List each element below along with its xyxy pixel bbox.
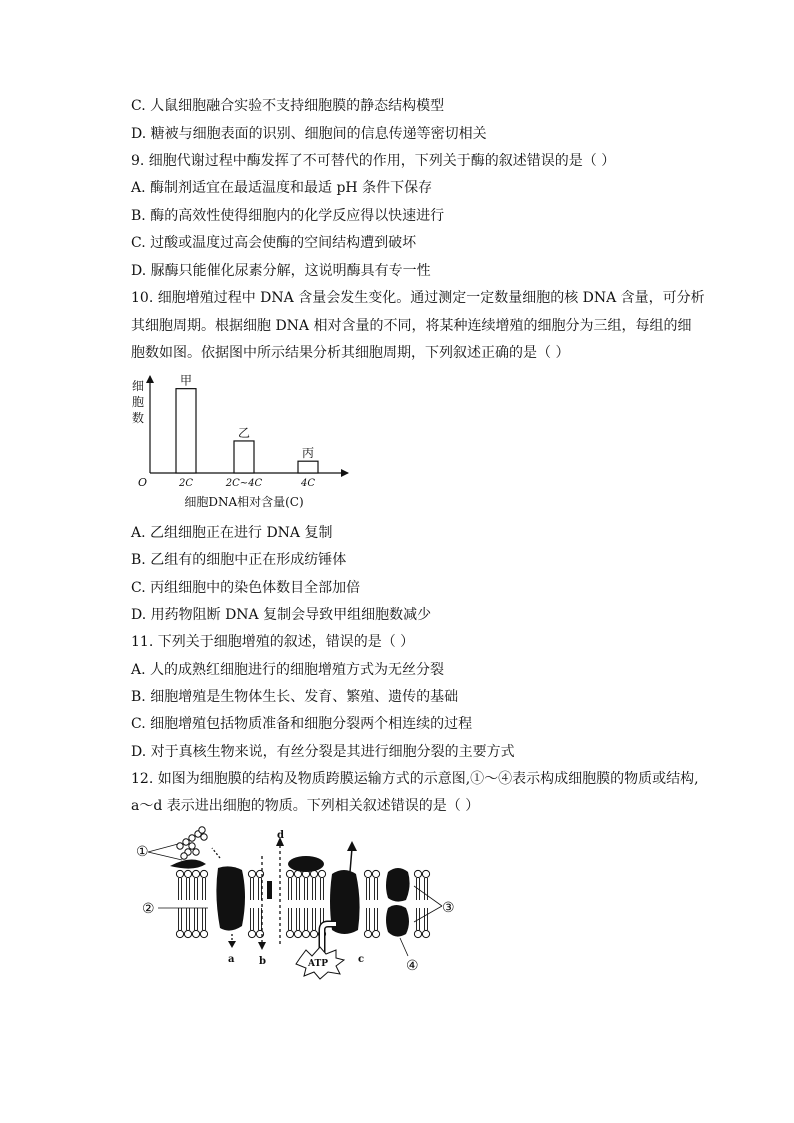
dna-content-bar-chart bbox=[128, 370, 358, 512]
q11-option-b: B. 细胞增殖是生物体生长、发育、繁殖、遗传的基础 bbox=[131, 689, 459, 705]
phospholipid-head bbox=[372, 870, 379, 877]
q11-stem: 11. 下列关于细胞增殖的叙述，错误的是（ ） bbox=[131, 634, 415, 650]
x-tick-label: 4C bbox=[300, 478, 316, 489]
q8-option-d: D. 糖被与细胞表面的识别、细胞间的信息传递等密切相关 bbox=[131, 126, 487, 142]
channel-protein bbox=[216, 866, 245, 930]
chart-text bbox=[132, 374, 315, 509]
y-axis-label-char: 数 bbox=[132, 411, 145, 425]
protein-upper bbox=[386, 868, 410, 902]
label-a: a bbox=[228, 954, 235, 965]
phospholipid-head bbox=[248, 870, 255, 877]
phospholipid-head bbox=[318, 870, 325, 877]
y-axis-label-char: 胞 bbox=[132, 395, 145, 409]
phospholipid-head bbox=[248, 930, 255, 937]
label-2: ② bbox=[142, 901, 155, 917]
phospholipid-head bbox=[184, 930, 191, 937]
atp-label: ATP bbox=[308, 959, 328, 969]
bar-group-label: 乙 bbox=[237, 425, 251, 440]
protein-lower bbox=[386, 905, 409, 937]
label-4-leader bbox=[400, 938, 408, 956]
bar-4C bbox=[298, 461, 318, 473]
bar-group-label: 甲 bbox=[179, 373, 193, 388]
label-1-leader-b bbox=[148, 844, 178, 852]
y-axis-label-char: 细 bbox=[132, 379, 145, 393]
cell-membrane-diagram bbox=[130, 826, 460, 986]
x-tick-label: 2C~4C bbox=[225, 478, 263, 489]
phospholipid-head bbox=[192, 870, 199, 877]
arrow-a-head bbox=[228, 941, 236, 948]
glycoprotein-head bbox=[170, 859, 206, 868]
arrow-c-up-line bbox=[350, 848, 352, 872]
label-3: ③ bbox=[442, 900, 455, 916]
phospholipid-head bbox=[422, 930, 429, 937]
q11-option-c: C. 细胞增殖包括物质准备和细胞分裂两个相连续的过程 bbox=[131, 716, 473, 732]
glycocalyx-chain bbox=[177, 827, 207, 859]
q11-option-d: D. 对于真核生物来说，有丝分裂是其进行细胞分裂的主要方式 bbox=[131, 744, 515, 760]
x-axis-label: 细胞DNA相对含量(C) bbox=[184, 495, 304, 509]
q10-stem-line2: 其细胞周期。根据细胞 DNA 相对含量的不同，将某种连续增殖的细胞分为三组，每组的细 bbox=[131, 318, 692, 334]
label-d: d bbox=[277, 830, 284, 841]
phospholipid-head bbox=[200, 930, 207, 937]
phospholipid-head bbox=[364, 870, 371, 877]
phospholipid-head bbox=[294, 930, 301, 937]
arrow-b-head bbox=[258, 942, 266, 950]
phospholipid-head bbox=[372, 930, 379, 937]
q10-option-a: A. 乙组细胞正在进行 DNA 复制 bbox=[131, 525, 333, 541]
phospholipid-head bbox=[200, 870, 207, 877]
q10-option-c: C. 丙组细胞中的染色体数目全部加倍 bbox=[131, 580, 361, 596]
phospholipid-head bbox=[302, 930, 309, 937]
phospholipid-head bbox=[286, 930, 293, 937]
q10-option-d: D. 用药物阻断 DNA 复制会导致甲组细胞数减少 bbox=[131, 607, 432, 623]
phospholipid-head bbox=[414, 930, 421, 937]
q11-option-a: A. 人的成熟红细胞进行的细胞增殖方式为无丝分裂 bbox=[131, 662, 445, 678]
origin-label: O bbox=[138, 476, 148, 489]
phospholipid-head bbox=[364, 930, 371, 937]
bar-2C~4C bbox=[234, 441, 254, 473]
phospholipid-head bbox=[414, 870, 421, 877]
q8-option-c: C. 人鼠细胞融合实验不支持细胞膜的静态结构模型 bbox=[131, 98, 445, 114]
label-c: c bbox=[358, 954, 365, 965]
q9-option-d: D. 脲酶只能催化尿素分解，这说明酶具有专一性 bbox=[131, 263, 431, 279]
label-3-leader-b bbox=[414, 906, 442, 922]
phospholipid-head bbox=[192, 930, 199, 937]
x-tick-label: 2C bbox=[178, 478, 194, 489]
phospholipid-head bbox=[184, 870, 191, 877]
phospholipid-head bbox=[310, 930, 317, 937]
q9-stem: 9. 细胞代谢过程中酶发挥了不可替代的作用，下列关于酶的叙述错误的是（ ） bbox=[131, 153, 616, 169]
q10-option-b: B. 乙组有的细胞中正在形成纺锤体 bbox=[131, 552, 347, 568]
label-b: b bbox=[259, 956, 266, 967]
bar-group-label: 丙 bbox=[301, 446, 315, 461]
label-4: ④ bbox=[406, 958, 419, 974]
q9-option-a: A. 酶制剂适宜在最适温度和最适 pH 条件下保存 bbox=[131, 180, 433, 196]
phospholipid-head bbox=[176, 930, 183, 937]
arrow-a-tail bbox=[212, 848, 220, 858]
peripheral-protein bbox=[288, 856, 324, 872]
lipid-gap-marker bbox=[267, 881, 272, 899]
q9-option-b: B. 酶的高效性使得细胞内的化学反应得以快速进行 bbox=[131, 208, 445, 224]
bar-2C bbox=[176, 389, 196, 473]
q12-stem-line1: 12. 如图为细胞膜的结构及物质跨膜运输方式的示意图,①～④表示构成细胞膜的物质或结构, bbox=[131, 771, 699, 787]
q9-option-c: C. 过酸或温度过高会使酶的空间结构遭到破坏 bbox=[131, 235, 417, 251]
label-1: ① bbox=[136, 844, 149, 860]
y-axis-arrow bbox=[146, 375, 154, 383]
label-3-leader-a bbox=[414, 886, 442, 906]
phospholipid-head bbox=[422, 870, 429, 877]
q10-stem-line3: 胞数如图。依据图中所示结果分析其细胞周期，下列叙述正确的是（ ） bbox=[131, 345, 570, 361]
label-1-leader-a bbox=[148, 852, 182, 860]
arrow-c-up-head bbox=[347, 841, 357, 851]
x-axis-arrow bbox=[341, 469, 349, 477]
q10-stem-line1: 10. 细胞增殖过程中 DNA 含量会发生变化。通过测定一定数量细胞的核 DNA 含量，可分析 bbox=[131, 290, 705, 306]
phospholipid-head bbox=[176, 870, 183, 877]
q12-stem-line2: a～d 表示进出细胞的物质。下列相关叙述错误的是（ ） bbox=[131, 798, 480, 814]
phospholipid-head bbox=[286, 870, 293, 877]
